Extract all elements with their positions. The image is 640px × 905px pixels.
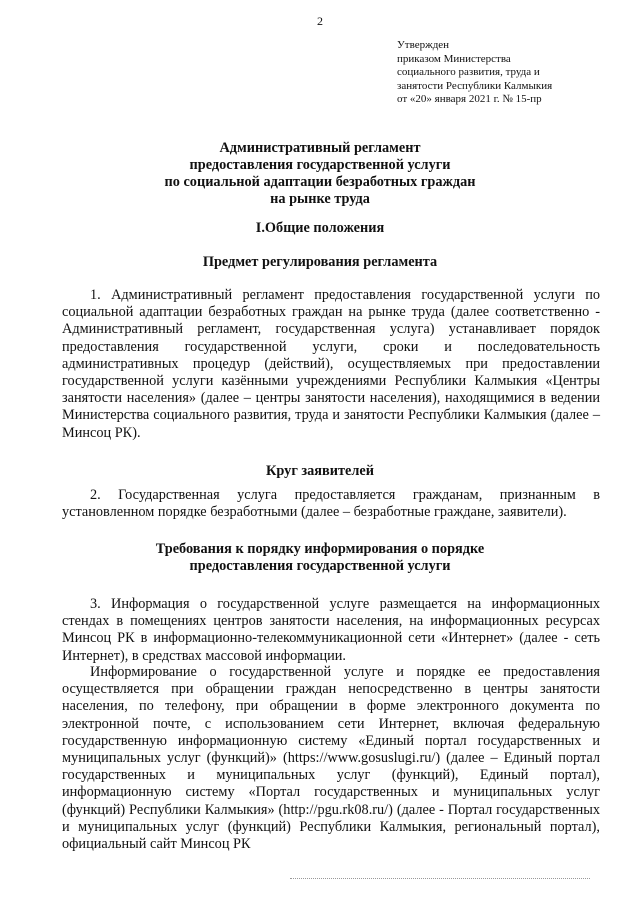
title-line: Административный регламент <box>219 140 421 156</box>
paragraph-1: 1. Административный регламент предоставления государственной услуги по социальной адаптации безработных граждан на рынке труда (далее соответственно - Административный регламент, государственная услуга) устанавливает порядок предоставления государственной услуги, сроки и последовательность административных процедур (действий), осуществляемых при предоставлении государственной услуги казёнными учреждениями Республики Калмыкия «Центры занятости населения» (далее – центры занятости населения), находящимися в ведении Министерства социального развития, труда и занятости Республики Калмыкия (далее – Минсоц РК). <box>62 287 600 441</box>
paragraph-2: 2. Государственная услуга предоставляется гражданам, признанным в установленном порядке безработными (далее – безработные граждане, заявители). <box>62 487 600 521</box>
subject-heading: Предмет регулирования регламента <box>202 254 438 270</box>
title-line: на рынке труда <box>270 191 370 207</box>
approval-line: социального развития, труда и <box>397 66 540 78</box>
paragraph-3: 3. Информация о государственной услуге размещается на информационных стендах в помещениях центров занятости населения, на информационных ресурсах Минсоц РК в информационно-телекоммуникационной сети «Интернет» (далее - сеть Интернет), в средствах массовой информации. <box>62 596 600 664</box>
title-line: по социальной адаптации безработных граждан <box>164 174 476 190</box>
page-number: 2 <box>317 14 323 28</box>
heading-line: предоставления государственной услуги <box>189 558 451 574</box>
approval-line: приказом Министерства <box>397 52 511 65</box>
section-heading-general: I.Общие положения <box>255 220 385 236</box>
title-line: предоставления государственной услуги <box>189 157 451 173</box>
approval-line: занятости Республики Калмыкия <box>397 79 553 92</box>
approval-line: от «20» января 2021 г. № 15-пр <box>397 93 542 105</box>
approval-line: Утвержден <box>397 39 450 51</box>
approval-stamp <box>397 39 597 107</box>
document-title <box>60 140 580 208</box>
scan-edge-line <box>290 878 590 879</box>
info-requirements-heading <box>60 541 580 575</box>
applicants-heading: Круг заявителей <box>266 463 374 479</box>
heading-line: Требования к порядку информирования о порядке <box>155 541 485 557</box>
paragraph-4: Информирование о государственной услуге и порядке ее предоставления осуществляется при обращении граждан непосредственно в центры занятости населения, по телефону, при обращении в форме электронного документа по электронной почте, с использованием сети Интернет, включая федеральную государственную информационную систему «Единый портал государственных и муниципальных услуг (функций)» (https://www.gosuslugi.ru/) (далее – Единый портал государственных и муниципальных услуг (функций), Единый портал), информационную систему «Портал государственных и муниципальных услуг (функций) Республики Калмыкия» (http://pgu.rk08.ru/) (далее - Портал государственных и муниципальных услуг (функций) Республики Калмыкия, региональный портал), официальный сайт Минсоц РК <box>62 664 600 853</box>
